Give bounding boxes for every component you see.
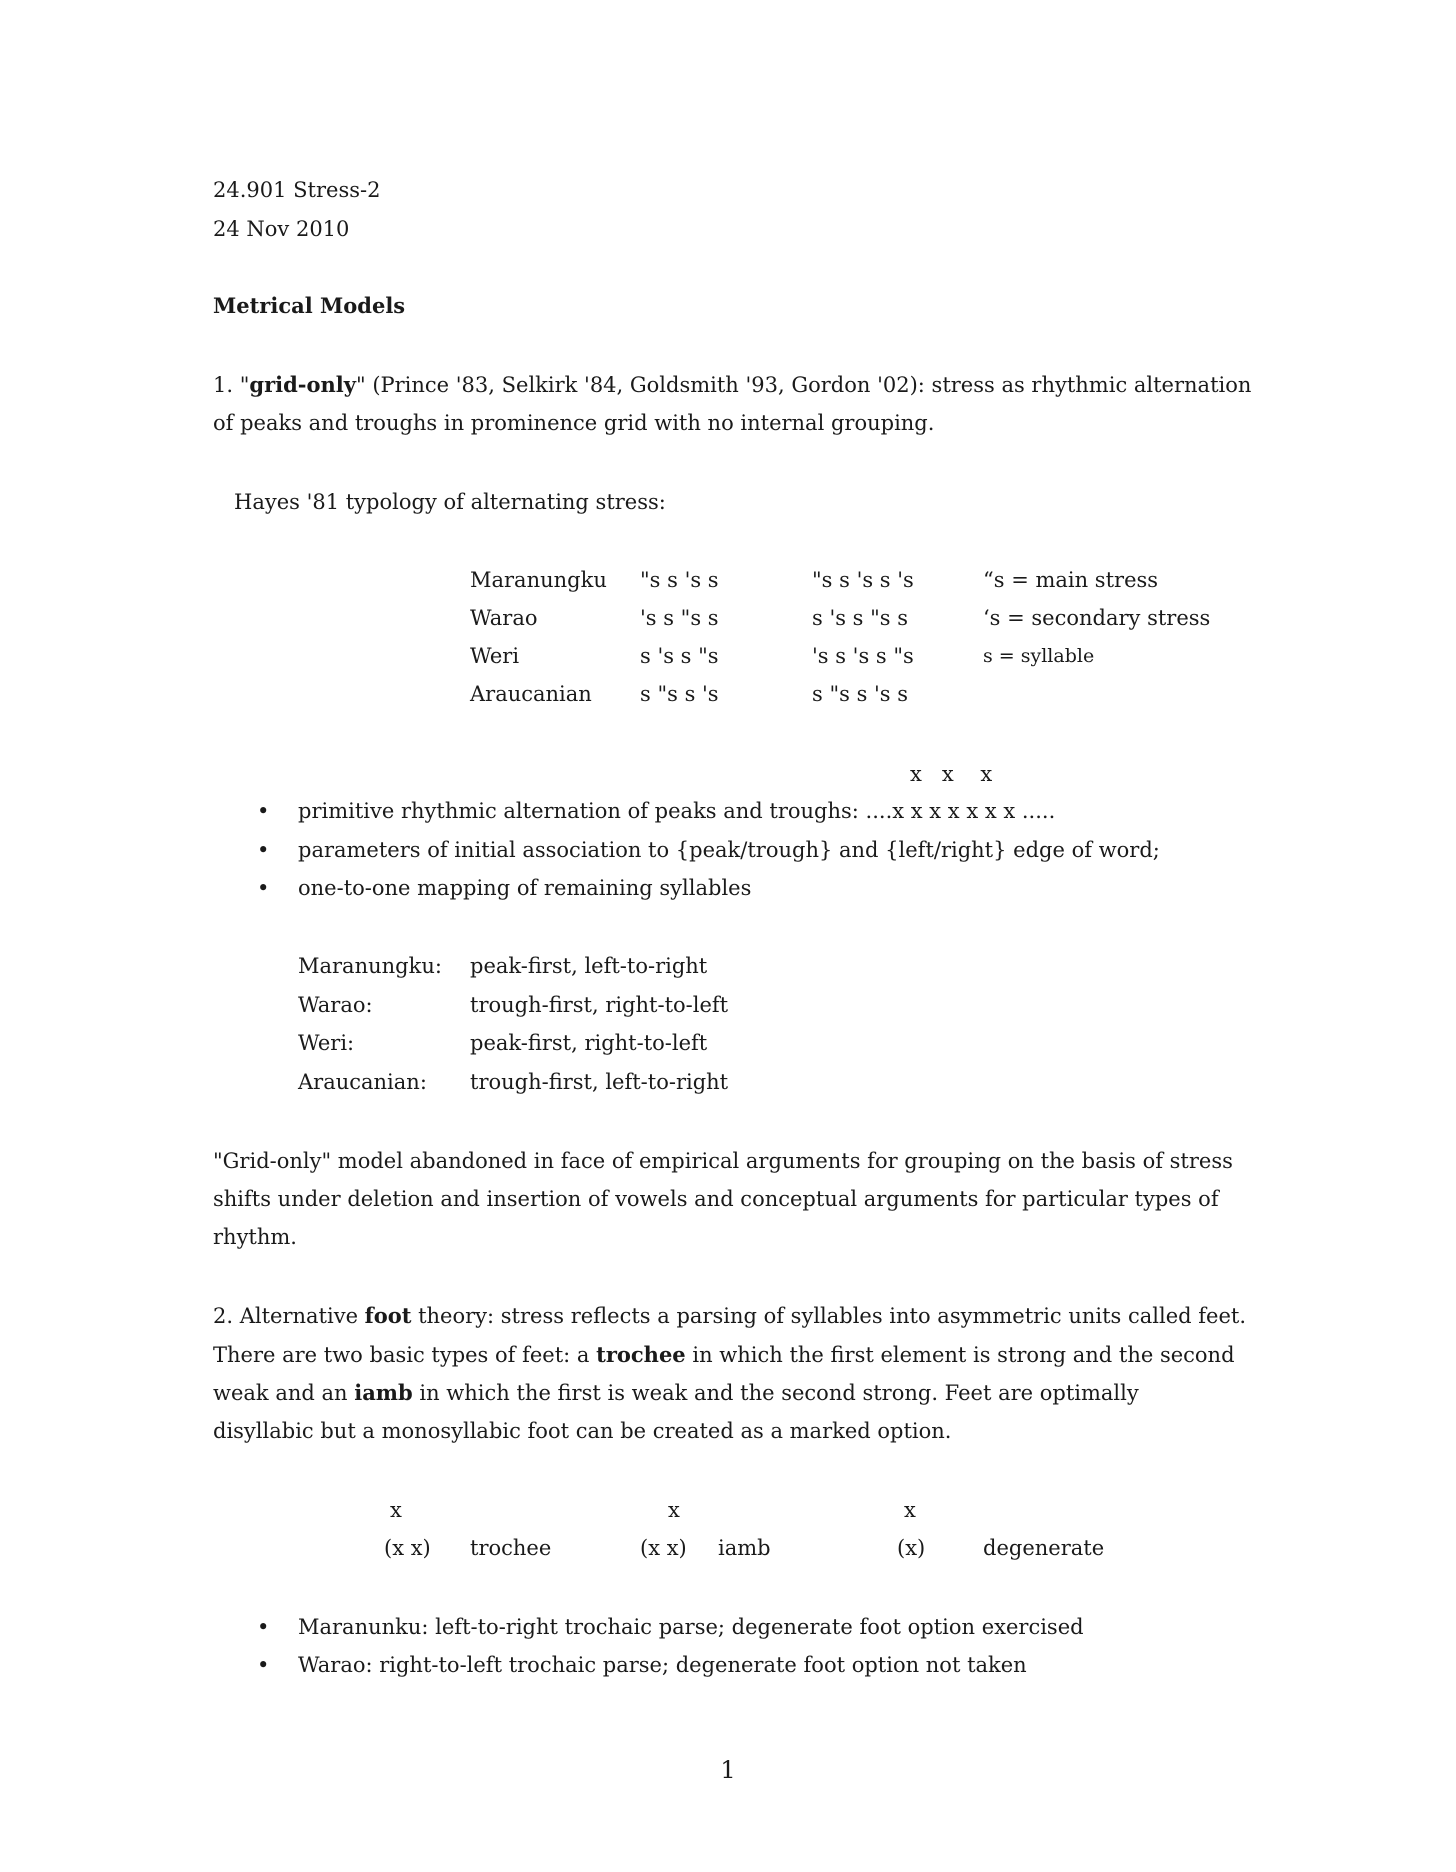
- param-lang: Maranungku:: [298, 954, 442, 978]
- param-value: trough-first, left-to-right: [470, 1070, 729, 1094]
- page-number: 1: [720, 1756, 736, 1784]
- paragraph-2-line-1: [213, 1302, 1246, 1330]
- p1-quote: ": [239, 373, 250, 397]
- foot-stress-mark: x: [390, 1498, 402, 1522]
- foot-label: trochee: [470, 1536, 552, 1560]
- p2-l3-a: weak and an: [213, 1381, 355, 1405]
- foot-form: (x x): [640, 1536, 687, 1560]
- list-item: one-to-one mapping of remaining syllables: [298, 876, 752, 900]
- bullet-dot: •: [257, 838, 270, 862]
- paragraph-2-line-4: disyllabic but a monosyllabic foot can be created as a marked option.: [213, 1419, 952, 1443]
- typology-odd: s "s s 's s: [812, 682, 909, 706]
- p2-l1-c: theory: stress reflects a parsing of syllables into asymmetric units called feet.: [411, 1304, 1247, 1328]
- paragraph-1-line-2: of peaks and troughs in prominence grid with no internal grouping.: [213, 411, 935, 435]
- typology-odd: 's s 's s "s: [812, 644, 914, 668]
- p1-rest: " (Prince '83, Selkirk '84, Goldsmith '93, Gordon '02): stress as rhythmic alternation: [355, 373, 1252, 397]
- p2-l2-a: There are two basic types of feet: a: [213, 1343, 597, 1367]
- foot-label: degenerate: [983, 1536, 1105, 1560]
- typology-odd: "s s 's s 's: [812, 568, 914, 592]
- bullet-dot: •: [257, 1615, 270, 1639]
- list-item: primitive rhythmic alternation of peaks and troughs: ....x x x x x x x .....: [298, 799, 1056, 823]
- typology-lang: Weri: [470, 644, 520, 668]
- paragraph-2-line-3: [213, 1379, 1139, 1407]
- typology-even: 's s "s s: [640, 606, 719, 630]
- param-value: peak-first, right-to-left: [470, 1031, 708, 1055]
- typology-lang: Maranungku: [470, 568, 607, 592]
- abandoned-line-3: rhythm.: [213, 1225, 297, 1249]
- hayes-intro: Hayes '81 typology of alternating stress:: [234, 490, 666, 514]
- p2-l1-a: 2. Alternative: [213, 1304, 365, 1328]
- p2-l3-c: in which the first is weak and the second strong. Feet are optimally: [412, 1381, 1139, 1405]
- foot-label: iamb: [718, 1536, 771, 1560]
- foot-form: (x x): [384, 1536, 431, 1560]
- section-title: Metrical Models: [213, 293, 406, 318]
- param-lang: Weri:: [298, 1031, 355, 1055]
- typology-key: ‘s = secondary stress: [983, 606, 1211, 630]
- param-lang: Araucanian:: [298, 1070, 427, 1094]
- abandoned-line-1: "Grid-only" model abandoned in face of empirical arguments for grouping on the basis of stress: [213, 1149, 1233, 1173]
- bullet-dot: •: [257, 876, 270, 900]
- typology-even: s 's s "s: [640, 644, 719, 668]
- p1-number: 1.: [213, 373, 240, 397]
- abandoned-line-2: shifts under deletion and insertion of vowels and conceptual arguments for particular types of: [213, 1187, 1219, 1211]
- paragraph-2-line-2: [213, 1341, 1235, 1369]
- list-item: Warao: right-to-left trochaic parse; degenerate foot option not taken: [298, 1653, 1027, 1677]
- typology-key: s = syllable: [983, 645, 1095, 667]
- typology-even: "s s 's s: [640, 568, 719, 592]
- bullet-dot: •: [257, 1653, 270, 1677]
- foot-stress-mark: x: [668, 1498, 680, 1522]
- typology-lang: Warao: [470, 606, 538, 630]
- date-header: 24 Nov 2010: [213, 217, 350, 241]
- p2-term-iamb: iamb: [354, 1380, 413, 1405]
- p2-term-trochee: trochee: [596, 1342, 686, 1367]
- grid-marks: x x x: [910, 762, 993, 786]
- typology-odd: s 's s "s s: [812, 606, 909, 630]
- course-header: 24.901 Stress-2: [213, 178, 381, 202]
- list-item: Maranunku: left-to-right trochaic parse; degenerate foot option exercised: [298, 1615, 1084, 1639]
- bullet-dot: •: [257, 799, 270, 823]
- foot-form: (x): [897, 1536, 926, 1560]
- p1-term: grid-only: [249, 372, 356, 397]
- param-value: trough-first, right-to-left: [470, 993, 729, 1017]
- typology-key: “s = main stress: [983, 568, 1159, 592]
- p2-l2-c: in which the first element is strong and the second: [685, 1343, 1235, 1367]
- param-lang: Warao:: [298, 993, 373, 1017]
- typology-lang: Araucanian: [470, 682, 592, 706]
- paragraph-1-line-1: [213, 371, 1251, 399]
- p2-term-foot: foot: [364, 1303, 412, 1328]
- list-item: parameters of initial association to {peak/trough} and {left/right} edge of word;: [298, 838, 1160, 862]
- foot-stress-mark: x: [904, 1498, 916, 1522]
- param-value: peak-first, left-to-right: [470, 954, 708, 978]
- typology-even: s "s s 's: [640, 682, 719, 706]
